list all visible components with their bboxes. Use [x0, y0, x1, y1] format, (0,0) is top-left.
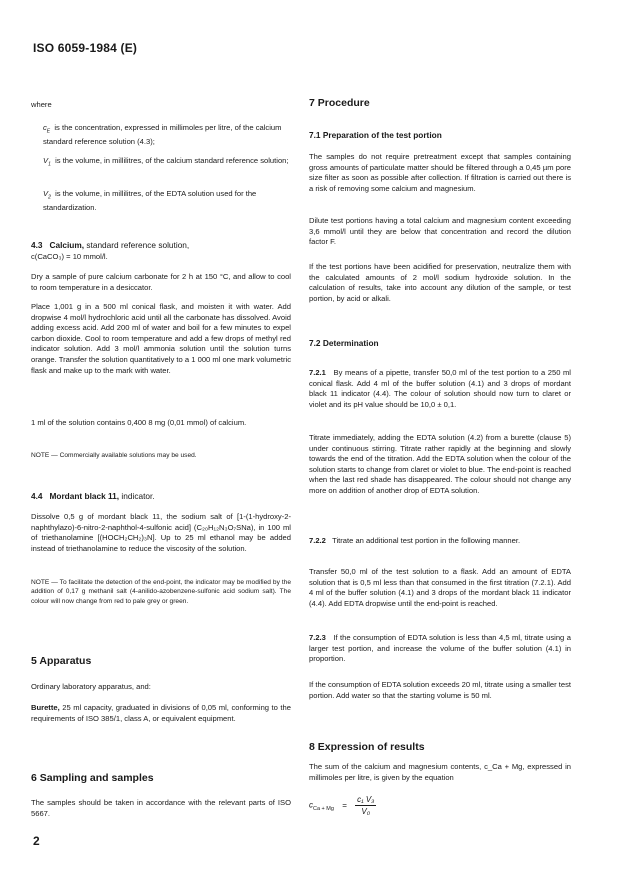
section-4-3-formula: c(CaCO₃) = 10 mmol/l.	[31, 252, 108, 261]
section-5-burette: Burette, 25 ml capacity, graduated in divisions of 0,05 ml, conforming to the requirements of ISO 385/1, class A, or equivalent equipment.	[31, 703, 291, 723]
section-7-1-paragraph-2: Dilute test portions having a total calcium and magnesium content exceeding 3,6 mmol/l until they are below that concentration and record the dilution factor F.	[309, 216, 571, 247]
section-8-heading: 8 Expression of results	[309, 741, 425, 753]
section-7-2-3-paragraph-2: If the consumption of EDTA solution exceeds 20 ml, titrate using a smaller test portion. Add water so that the starting volume is 50 ml.	[309, 680, 571, 700]
definition-text: is the concentration, expressed in millimoles per litre, of the calcium standard reference solution (4.3);	[43, 123, 282, 147]
section-6-heading: 6 Sampling and samples	[31, 772, 154, 784]
section-7-2-1-paragraph-1: 7.2.1 By means of a pipette, transfer 50,0 ml of the test portion to a 250 ml conical flask. Add 4 ml of the buffer solution (4.1) and 3 drops of mordant black 11 indicator (4.4). The colour of solution should now turn to claret or violet and its pH value should be 10,0 ± 0,1.	[309, 368, 571, 409]
section-4-4-note: NOTE — To facilitate the detection of the end-point, the indicator may be modified by the addition of 0,17 g methanil salt (4-anilido-azobenzene-sulfonic acid sodium salt). The colour will now change from red to pale grey or green.	[31, 579, 291, 605]
definition-cE: $c_E$ is the concentration, expressed in millimoles per litre, of the calcium standard reference solution (4.3);	[43, 123, 282, 147]
section-5-heading: 5 Apparatus	[31, 655, 92, 667]
definition-text: is the volume, in millilitres, of the calcium standard reference solution;	[55, 156, 289, 165]
definition-V1: $V_1$ is the volume, in millilitres, of the calcium standard reference solution;	[43, 156, 289, 168]
where-label: where	[31, 100, 52, 109]
section-7-1-paragraph-3: If the test portions have been acidified for preservation, neutralize them with the calculated amounts of 2 mol/l sodium hydroxide solution. In the calculation of results, take into account any dilution of the sample, or test portion, by acid or alkali.	[309, 262, 571, 303]
section-4-3-paragraph-1: Dry a sample of pure calcium carbonate for 2 h at 150 °C, and allow to cool to room temperature in a desiccator.	[31, 272, 291, 292]
definition-V2: $V_2$ is the volume, in millilitres, of the EDTA solution used for the standardization.	[43, 189, 257, 213]
section-5-paragraph-1: Ordinary laboratory apparatus, and:	[31, 682, 151, 691]
equation-fraction: $\frac{\text{c₁ V₃}}{\text{V₀}}$	[357, 795, 375, 816]
section-6-paragraph-1: The samples should be taken in accordance with the relevant parts of ISO 5667.	[31, 798, 291, 818]
section-7-heading: 7 Procedure	[309, 97, 370, 109]
definition-text: is the volume, in millilitres, of the EDTA solution used for the standardization.	[43, 189, 257, 213]
section-4-3-paragraph-2: Place 1,001 g in a 500 ml conical flask, and moisten it with water. Add dropwise 4 mol/l hydrochloric acid until all the carbonate has dissolved. Avoid adding excess acid. Add 200 ml of water and boil for a few minutes to expel carbon dioxide. Cool to room temperature and add a few drops of methyl red indicator solution. Add 3 mol/l ammonia solution until the solution turns orange. Transfer the solution quantitatively to a 1 000 ml one mark volumetric flask and make up to the mark with water.	[31, 302, 291, 375]
section-8-paragraph-1: The sum of the calcium and magnesium contents, c_Ca + Mg, expressed in millimoles per litre, is given by the equation	[309, 762, 571, 782]
section-7-2-2-paragraph-1: 7.2.2 Titrate an additional test portion in the following manner.	[309, 536, 521, 545]
section-7-2-heading: 7.2 Determination	[309, 338, 379, 348]
section-7-2-1-paragraph-2: Titrate immediately, adding the EDTA solution (4.2) from a burette (clause 5) under continuous stirring. Titrate rather rapidly at the beginning and slowly towards the end of the titration. Add the EDTA solution when the colour of the solution starts to change from claret or violet to blue. The end-point is reached when the last red shade has disappeared. The colour should not change any more on addition of another drop of EDTA solution.	[309, 433, 571, 495]
section-4-3-paragraph-3: 1 ml of the solution contains 0,400 8 mg (0,01 mmol) of calcium.	[31, 418, 247, 427]
page-number: 2	[33, 834, 40, 848]
result-equation: $c_{Ca + Mg}$ = $\frac{\text{c₁ V₃}}{\text{V₀}}$	[309, 795, 375, 816]
section-7-2-3-paragraph-1: 7.2.3 If the consumption of EDTA solution is less than 4,5 ml, titrate using a larger test portion, and increase the volume of the buffer solution (4.1) in proportion.	[309, 633, 571, 664]
section-7-1-paragraph-1: The samples do not require pretreatment except that samples containing gross amounts of particulate matter should be filtered through a 0,45 µm pore size filter as soon as possible after collection. If filtration is carried out there is a risk of removing some calcium and magnesium.	[309, 152, 571, 193]
section-7-2-2-paragraph-2: Transfer 50,0 ml of the test solution to a flask. Add an amount of EDTA solution that is 0,5 ml less than that consumed in the first titration (7.2.1). Add 4 ml of the buffer solution (4.1) and 3 drops of the mordant black 11 indicator (4.4). Add EDTA dropwise until the end-point is reached.	[309, 567, 571, 608]
section-4-3-note: NOTE — Commercially available solutions may be used.	[31, 452, 197, 459]
section-4-4-paragraph-1: Dissolve 0,5 g of mordant black 11, the sodium salt of [1-(1-hydroxy-2-naphthylazo)-6-nitro-2-naphthol-4-sulfonic acid] (C₂₀H₁₂N₃O₇SNa), in 100 ml of triethanolamine [(HOCH₂CH₂)₃N]. Up to 25 ml ethanol may be added instead of triethanolamine to reduce the viscosity of the solution.	[31, 512, 291, 553]
section-7-1-heading: 7.1 Preparation of the test portion	[309, 130, 442, 140]
document-header: ISO 6059-1984 (E)	[33, 41, 138, 55]
section-4-4-heading: 4.4 Mordant black 11, indicator.	[31, 491, 155, 501]
section-4-3-heading: 4.3 Calcium, standard reference solution,	[31, 240, 190, 250]
